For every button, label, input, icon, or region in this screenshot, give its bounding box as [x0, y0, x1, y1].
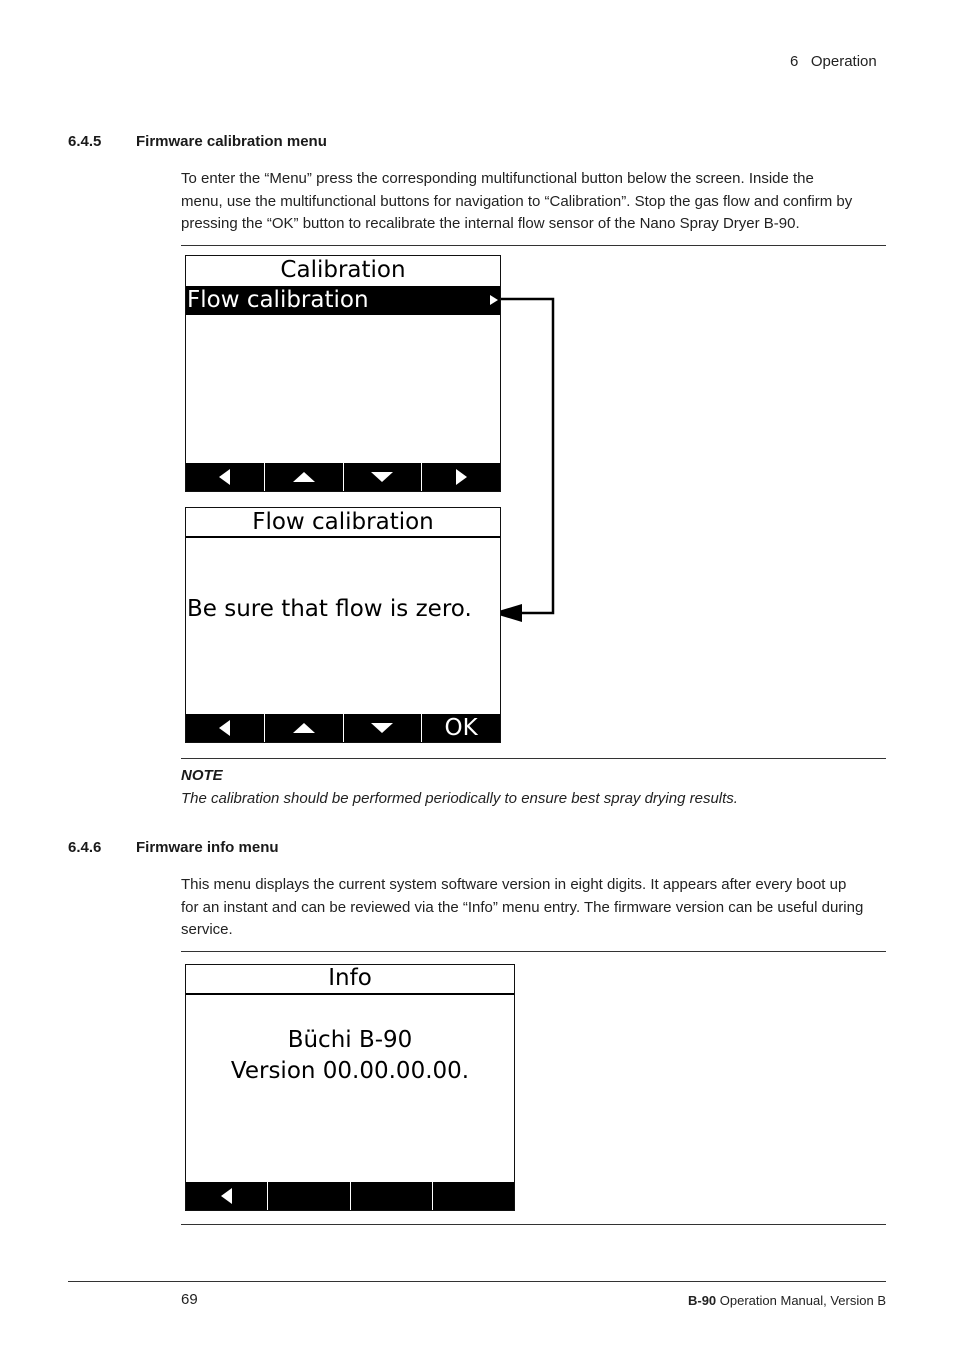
footer-manual-title	[688, 1293, 886, 1308]
menu-item-label: Flow calibration	[187, 287, 369, 313]
paragraph-line: pressing the “OK” button to recalibrate the internal flow sensor of the Nano Spray Dryer B-90.	[181, 215, 800, 232]
left-arrow-icon	[219, 469, 230, 485]
softkey-down[interactable]	[344, 714, 423, 742]
softkey-up[interactable]	[265, 463, 344, 491]
down-arrow-icon	[371, 723, 393, 733]
paragraph-line: To enter the “Menu” press the corresponding multifunctional button below the screen. Inside the	[181, 170, 814, 187]
screen-message: Be sure that flow is zero.	[187, 596, 472, 622]
section-paragraph	[181, 168, 891, 236]
chapter-title: Operation	[810, 53, 877, 70]
screen-title: Info	[328, 965, 372, 991]
right-arrow-icon	[456, 469, 467, 485]
manual-title: Operation Manual, Version B	[716, 1293, 886, 1308]
menu-item-flow-calibration[interactable]	[186, 286, 500, 315]
section-number: 6.4.6	[68, 839, 102, 856]
softkey-bar	[186, 1182, 514, 1210]
footer-rule	[68, 1281, 886, 1282]
softkey-left[interactable]	[186, 714, 265, 742]
calibration-screen	[185, 255, 501, 492]
softkey-bar	[186, 714, 500, 742]
softkey-left[interactable]	[186, 463, 265, 491]
device-name: Büchi B-90	[287, 1027, 413, 1053]
divider	[181, 951, 886, 952]
paragraph-line: This menu displays the current system software version in eight digits. It appears after every boot up	[181, 876, 847, 893]
divider	[181, 245, 886, 246]
divider	[181, 1224, 886, 1225]
screen-title: Flow calibration	[252, 509, 434, 535]
softkey-bar	[186, 463, 500, 491]
paragraph-line: service.	[181, 921, 233, 938]
section-number: 6.4.5	[68, 133, 102, 150]
softkey-right[interactable]	[422, 463, 500, 491]
title-divider	[186, 993, 514, 995]
screen-title: Calibration	[280, 257, 406, 283]
up-arrow-icon	[293, 723, 315, 733]
softkey-up[interactable]	[265, 714, 344, 742]
softkey-ok[interactable]: OK	[444, 715, 478, 741]
section-title: Firmware info menu	[136, 839, 279, 856]
chapter-number: 6	[790, 53, 799, 70]
softkey-down[interactable]	[344, 463, 423, 491]
left-arrow-icon	[221, 1188, 232, 1204]
softkey-left[interactable]	[186, 1182, 268, 1210]
note-label: NOTE	[181, 767, 223, 784]
left-arrow-icon	[219, 720, 230, 736]
note-text: The calibration should be performed periodically to ensure best spray drying results.	[181, 790, 738, 807]
paragraph-line: for an instant and can be reviewed via the “Info” menu entry. The firmware version can be useful during	[181, 898, 864, 916]
running-header	[790, 53, 877, 70]
softkey-empty[interactable]	[268, 1182, 350, 1210]
softkey-empty[interactable]	[351, 1182, 433, 1210]
product-name: B-90	[687, 1293, 717, 1308]
paragraph-line: menu, use the multifunctional buttons for navigation to “Calibration”. Stop the gas flow and confirm by	[181, 192, 853, 210]
section-title: Firmware calibration menu	[136, 133, 327, 150]
up-arrow-icon	[293, 472, 315, 482]
title-divider	[186, 536, 500, 538]
section-paragraph	[181, 874, 891, 942]
softkey-empty[interactable]	[433, 1182, 514, 1210]
flow-calibration-screen	[185, 507, 501, 743]
info-screen	[185, 964, 515, 1211]
down-arrow-icon	[371, 472, 393, 482]
firmware-version: Version 00.00.00.00.	[230, 1058, 470, 1084]
divider	[181, 758, 886, 759]
page-number: 69	[181, 1291, 198, 1308]
